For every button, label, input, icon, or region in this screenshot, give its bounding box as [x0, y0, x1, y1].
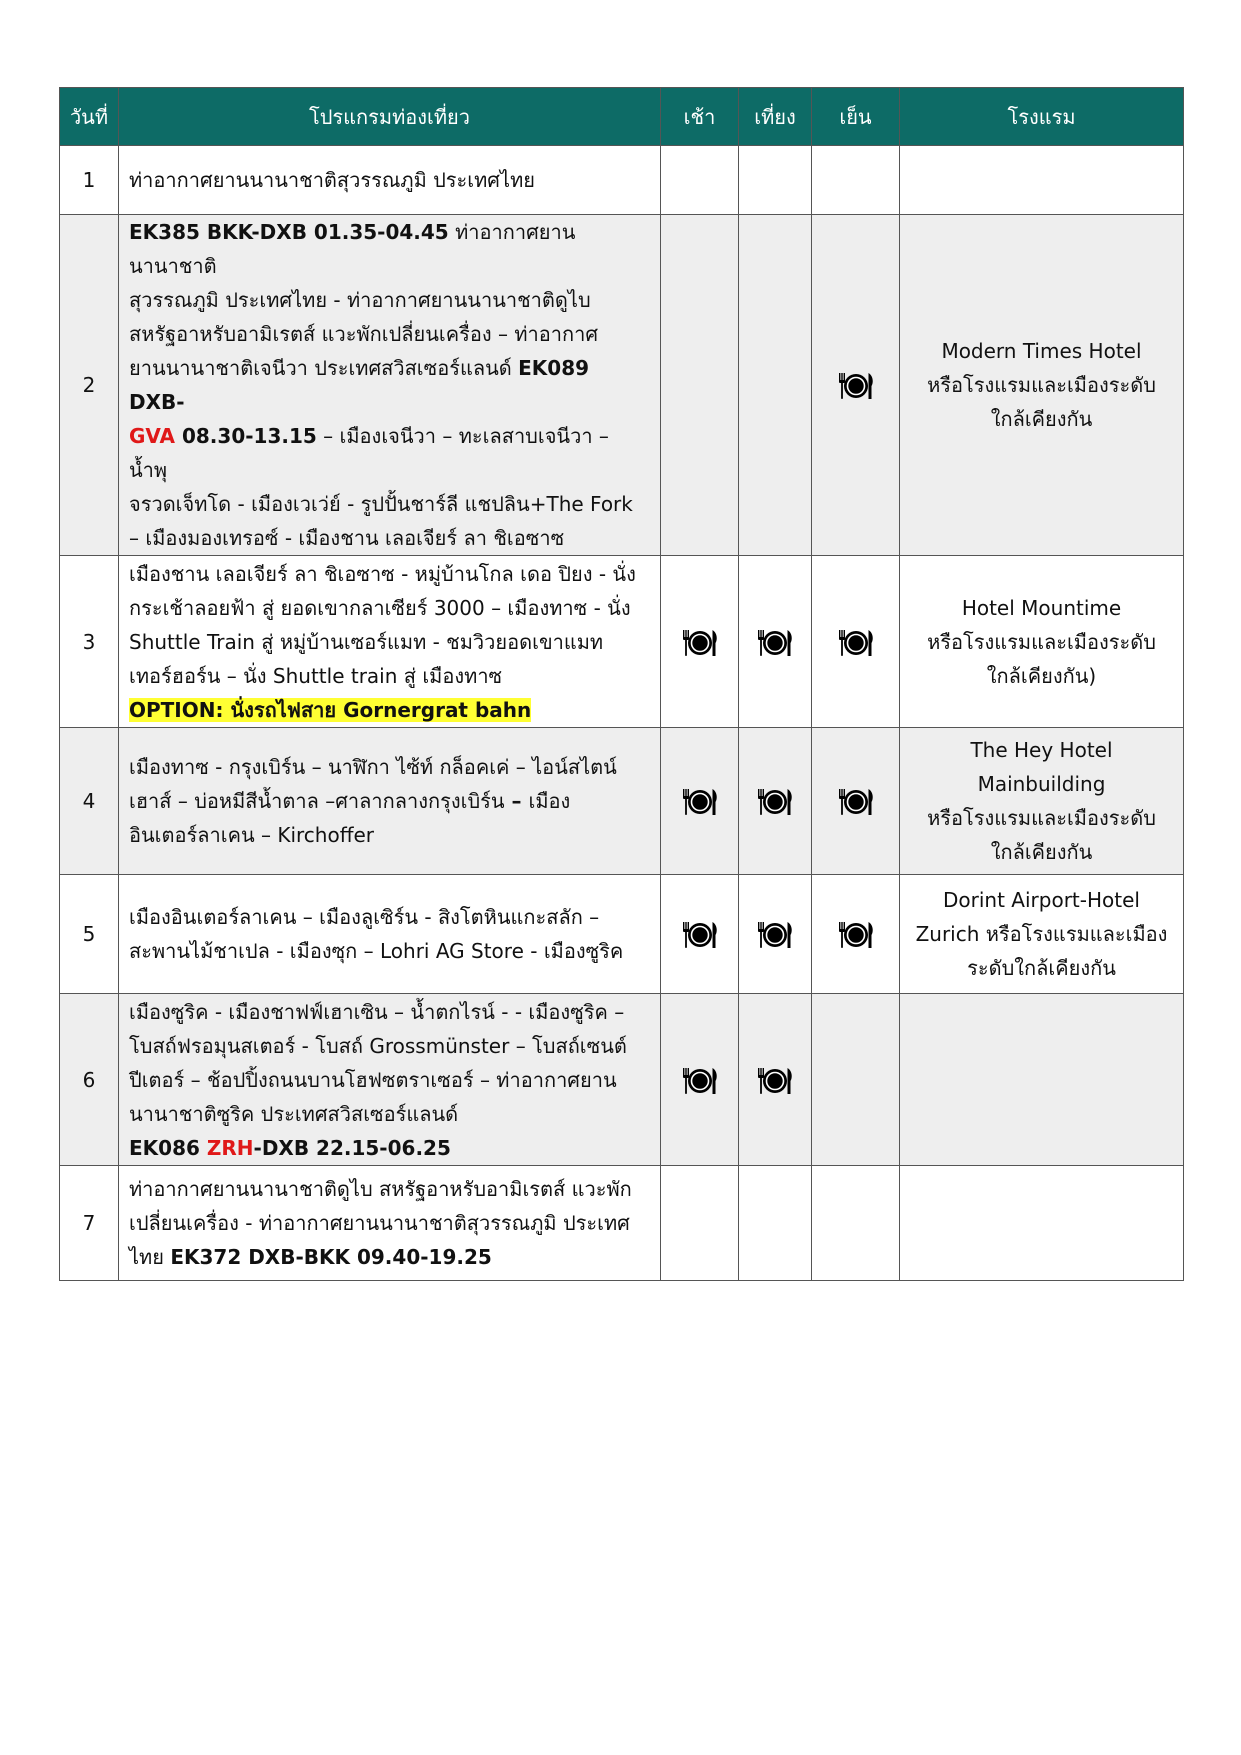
dinner-cell	[812, 1166, 900, 1281]
program-text: – เมืองเจนีวา – ทะเลสาบเจนีวา – น้ำพุ	[129, 424, 609, 482]
table-row	[60, 728, 1184, 875]
hotel-cell	[900, 1166, 1184, 1281]
airport-code: GVA	[129, 424, 176, 448]
program-text: ยานนานาชาติเจนีวา ประเทศสวิสเซอร์แลนด์	[129, 356, 519, 380]
hotel-name: Dorint Airport-Hotel	[943, 888, 1140, 912]
meal-icon	[680, 786, 720, 818]
hotel-name: Modern Times Hotel	[941, 339, 1142, 363]
program-separator: –	[504, 789, 529, 813]
hotel-note: ระดับใกล้เคียงกัน	[967, 956, 1116, 980]
day-cell: 3	[60, 556, 119, 728]
program-text: ไทย	[129, 1245, 171, 1269]
hotel-cell	[900, 215, 1184, 556]
hotel-cell	[900, 875, 1184, 994]
day-cell: 6	[60, 994, 119, 1166]
header-hotel: โรงแรม	[900, 88, 1184, 146]
meal-icon	[755, 1065, 795, 1097]
hotel-name: Hotel Mountime	[961, 595, 1122, 620]
flight-info: EK372 DXB-BKK 09.40-19.25	[170, 1245, 492, 1269]
hotel-cell	[900, 556, 1184, 728]
program-cell	[119, 556, 661, 728]
program-text: กระเช้าลอยฟ้า สู่ ยอดเขากลาเซียร์ 3000 – เมืองทาซ - นั่ง	[129, 595, 631, 620]
dinner-cell	[812, 146, 900, 215]
program-text: – เมืองมองเทรอซ์ - เมืองชาน เลอเจียร์ ลา ชิเอซาซ	[129, 526, 565, 550]
lunch-cell	[739, 146, 812, 215]
dinner-cell	[812, 556, 900, 728]
header-day: วันที่	[60, 88, 119, 146]
program-text: เมืองทาซ - กรุงเบิร์น – นาฬิกา ไซ้ท์ กล็อคเค่ – ไอน์สไตน์	[129, 755, 617, 779]
program-text: ท่าอากาศยานนานาชาติสุวรรณภูมิ ประเทศไทย	[129, 168, 535, 192]
program-cell	[119, 875, 661, 994]
program-text: ท่าอากาศยานนานาชาติ	[129, 220, 576, 278]
day-cell: 1	[60, 146, 119, 215]
hotel-name: Mainbuilding	[977, 772, 1106, 796]
program-text: สะพานไม้ชาเปล - เมืองซุก – Lohri AG Store - เมืองซูริค	[129, 939, 624, 963]
meal-icon	[836, 786, 876, 818]
dinner-cell	[812, 875, 900, 994]
table-row	[60, 146, 1184, 215]
flight-info: EK089 DXB-	[129, 356, 590, 414]
program-text: ปีเตอร์ – ช้อปปิ้งถนนบานโฮฟซตราเซอร์ – ท่าอากาศยาน	[129, 1067, 617, 1092]
program-text: นานาชาติซูริค ประเทศสวิสเซอร์แลนด์	[129, 1101, 459, 1126]
flight-time: 08.30-13.15	[175, 424, 317, 448]
hotel-note: หรือโรงแรมและเมืองระดับ	[927, 629, 1156, 654]
breakfast-cell	[661, 875, 739, 994]
program-text: เทอร์ฮอร์น – นั่ง Shuttle train สู่ เมืองทาซ	[129, 663, 503, 688]
program-text: เปลี่ยนเครื่อง - ท่าอากาศยานนานาชาติสุวรรณภูมิ ประเทศ	[129, 1211, 630, 1235]
meal-icon	[836, 919, 876, 951]
hotel-note: หรือโรงแรมและเมืองระดับ	[927, 373, 1156, 397]
program-text: เมืองซูริค - เมืองชาฟฟ์เฮาเซิน – น้ำตกไรน์ - - เมืองซูริค –	[129, 999, 625, 1024]
table-row	[60, 994, 1184, 1166]
header-dinner: เย็น	[812, 88, 900, 146]
table-row	[60, 1166, 1184, 1281]
breakfast-cell	[661, 215, 739, 556]
lunch-cell	[739, 215, 812, 556]
program-cell	[119, 215, 661, 556]
lunch-cell	[739, 875, 812, 994]
dinner-cell	[812, 994, 900, 1166]
meal-icon	[755, 786, 795, 818]
meal-icon	[836, 370, 876, 402]
airport-code: ZRH	[206, 1135, 254, 1160]
program-text: ท่าอากาศยานนานาชาติดูไบ สหรัฐอาหรับอามิเรตส์ แวะพัก	[129, 1177, 632, 1201]
flight-info: EK086	[129, 1135, 207, 1160]
header-program: โปรแกรมท่องเที่ยว	[119, 88, 661, 146]
program-text: อินเตอร์ลาเคน – Kirchoffer	[129, 823, 375, 847]
table-row	[60, 556, 1184, 728]
meal-icon	[680, 627, 720, 659]
breakfast-cell	[661, 1166, 739, 1281]
flight-info: -DXB 22.15-06.25	[253, 1135, 451, 1160]
header-breakfast: เช้า	[661, 88, 739, 146]
program-text: Shuttle Train สู่ หมู่บ้านเซอร์แมท - ชมวิวยอดเขาแมท	[129, 629, 604, 654]
meal-icon	[680, 919, 720, 951]
itinerary-table	[59, 87, 1184, 1281]
hotel-cell	[900, 728, 1184, 875]
table-row	[60, 875, 1184, 994]
hotel-note: ใกล้เคียงกัน	[990, 840, 1093, 864]
day-cell: 4	[60, 728, 119, 875]
header-row	[60, 88, 1184, 146]
program-cell	[119, 728, 661, 875]
hotel-cell	[900, 146, 1184, 215]
program-text: เมืองชาน เลอเจียร์ ลา ชิเอซาซ - หมู่บ้านโกล เดอ ปิยง - นั่ง	[129, 561, 636, 586]
breakfast-cell	[661, 728, 739, 875]
program-text: สุวรรณภูมิ ประเทศไทย - ท่าอากาศยานนานาชาติดูไบ	[129, 288, 591, 312]
hotel-note: Zurich หรือโรงแรมและเมือง	[915, 922, 1168, 946]
meal-icon	[680, 1065, 720, 1097]
day-cell: 2	[60, 215, 119, 556]
hotel-note: หรือโรงแรมและเมืองระดับ	[927, 806, 1156, 830]
flight-info: EK385 BKK-DXB 01.35-04.45	[129, 220, 449, 244]
breakfast-cell	[661, 146, 739, 215]
hotel-name: The Hey Hotel	[970, 738, 1113, 762]
hotel-cell	[900, 994, 1184, 1166]
day-cell: 5	[60, 875, 119, 994]
day-cell: 7	[60, 1166, 119, 1281]
meal-icon	[836, 627, 876, 659]
program-text: เมืองอินเตอร์ลาเคน – เมืองลูเซิร์น - สิงโตหินแกะสลัก –	[129, 905, 600, 929]
header-lunch: เที่ยง	[739, 88, 812, 146]
option-highlight: OPTION: นั่งรถไฟสาย Gornergrat bahn	[129, 697, 532, 722]
program-cell	[119, 1166, 661, 1281]
program-cell	[119, 994, 661, 1166]
breakfast-cell	[661, 556, 739, 728]
program-text: เฮาส์ – บ่อหมีสีน้ำตาล –ศาลากลางกรุงเบิร์น	[129, 789, 505, 813]
meal-icon	[755, 627, 795, 659]
meal-icon	[755, 919, 795, 951]
lunch-cell	[739, 728, 812, 875]
program-text: โบสถ์ฟรอมุนสเตอร์ - โบสถ์ Grossmünster – โบสถ์เซนต์	[129, 1033, 627, 1058]
dinner-cell	[812, 728, 900, 875]
program-text: สหรัฐอาหรับอามิเรตส์ แวะพักเปลี่ยนเครื่อง – ท่าอากาศ	[129, 322, 599, 346]
lunch-cell	[739, 1166, 812, 1281]
lunch-cell	[739, 556, 812, 728]
dinner-cell	[812, 215, 900, 556]
hotel-note: ใกล้เคียงกัน	[990, 407, 1093, 431]
program-text: เมือง	[528, 789, 571, 813]
breakfast-cell	[661, 994, 739, 1166]
lunch-cell	[739, 994, 812, 1166]
program-text: จรวดเจ็ทโด - เมืองเวเว่ย์ - รูปปั้นชาร์ลี แชปลิน+The Fork	[129, 492, 633, 516]
hotel-note: ใกล้เคียงกัน)	[986, 663, 1097, 688]
program-cell	[119, 146, 661, 215]
table-row	[60, 215, 1184, 556]
